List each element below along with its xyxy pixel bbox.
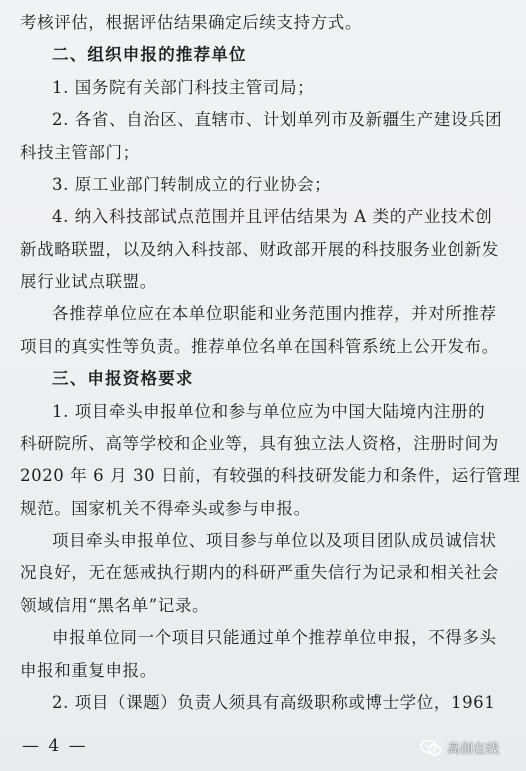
body-line: 项目牵头申报单位、项目参与单位以及项目团队成员诚信状 <box>52 531 497 550</box>
page-number: — 4 — <box>22 736 88 756</box>
body-line: 考核评估，根据评估结果确定后续支持方式。 <box>20 13 362 32</box>
body-line: 况良好，无在惩戒执行期内的科研严重失信行为记录和相关社会 <box>20 563 499 582</box>
body-line: 各推荐单位应在本单位职能和业务范围内推荐，并对所推荐 <box>52 304 497 323</box>
body-line: 2. 项目（课题）负责人须具有高级职称或博士学位，1961 <box>52 693 496 712</box>
body-line: 新战略联盟，以及纳入科技部、财政部开展的科技服务业创新发 <box>20 240 499 259</box>
body-line: 科技主管部门； <box>20 143 140 162</box>
body-line: 规范。国家机关不得牵头或参与申报。 <box>20 499 311 518</box>
body-line: 领域信用“黑名单”记录。 <box>20 596 210 615</box>
body-line: 1. 项目牵头申报单位和参与单位应为中国大陆境内注册的 <box>52 402 486 421</box>
body-line: 科研院所、高等学校和企业等，具有独立法人资格，注册时间为 <box>20 434 499 453</box>
wechat-icon <box>420 739 442 757</box>
body-line: 申报单位同一个项目只能通过单个推荐单位申报，不得多头 <box>52 628 497 647</box>
section-heading: 三、申报资格要求 <box>52 369 194 388</box>
watermark <box>420 738 499 757</box>
body-line: 2. 各省、自治区、直辖市、计划单列市及新疆生产建设兵团 <box>52 110 503 129</box>
body-line: 1. 国务院有关部门科技主管司局； <box>52 78 315 97</box>
body-line: 展行业试点联盟。 <box>20 272 157 291</box>
body-line: 3. 原工业部门转制成立的行业协会； <box>52 175 332 194</box>
watermark-text: 高创在线 <box>447 742 500 757</box>
body-line: 项目的真实性等负责。推荐单位名单在国科管系统上公开发布。 <box>20 337 499 356</box>
section-heading: 二、组织申报的推荐单位 <box>52 45 247 64</box>
body-line: 4. 纳入科技部试点范围并且评估结果为 A 类的产业技术创 <box>52 207 493 226</box>
body-line: 2020 年 6 月 30 日前，有较强的科技研发能力和条件，运行管理 <box>20 466 521 485</box>
body-line: 申报和重复申报。 <box>20 661 157 680</box>
